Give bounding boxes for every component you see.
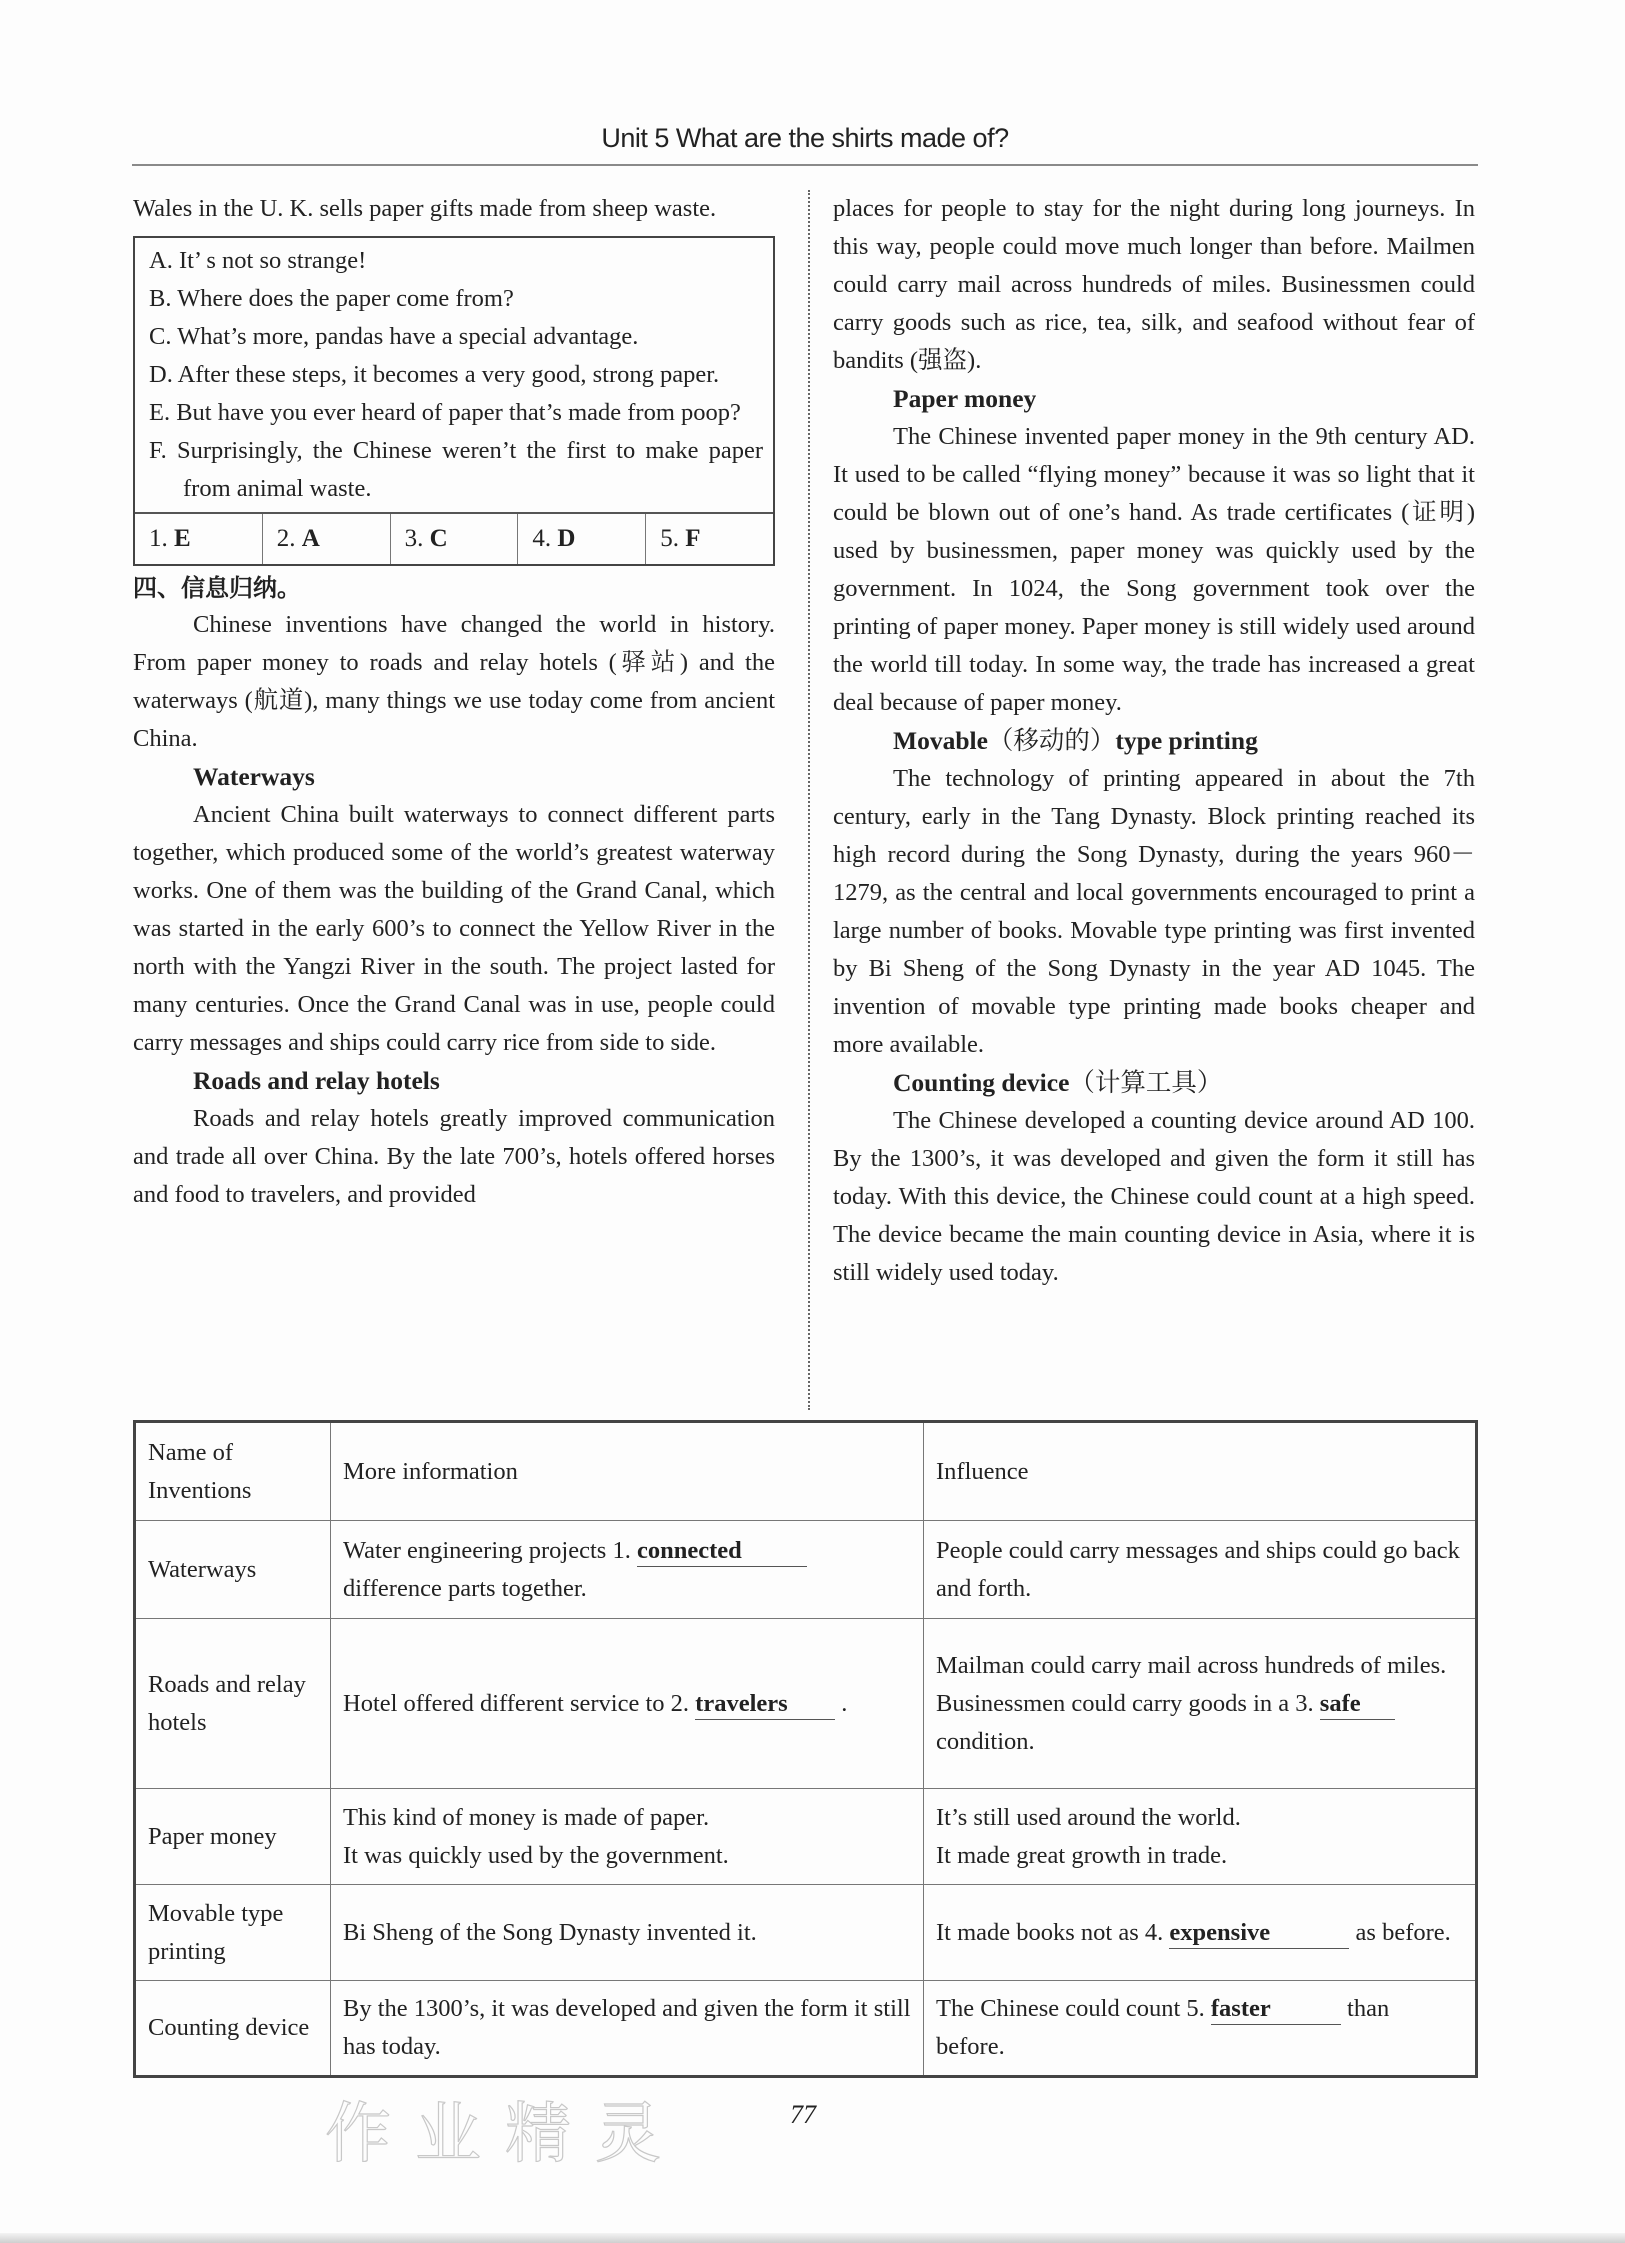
answer-letter: A: [301, 525, 320, 552]
roads-heading: Roads and relay hotels: [193, 1066, 440, 1095]
influence-cell: [924, 1619, 1477, 1789]
info-cell: [331, 1521, 924, 1619]
answer-num: 3.: [404, 525, 424, 552]
option-label: E.: [149, 399, 171, 426]
answer-letter: D: [557, 525, 576, 552]
influence-cell: People could carry messages and ships could go back and forth.: [924, 1521, 1477, 1619]
options-box: [133, 236, 775, 566]
movable-type-paragraph: The technology of printing appeared in about the 7th century, early in the Tang Dynasty. Block printing reached its high record during the Song Dynasty, during the years 960－1279, as the central and local governments encouraged to print a large number of books. Movable type printing was first invented by Bi Sheng of the Song Dynasty in the year AD 1045. The invention of movable type printing made books cheaper and more available.: [833, 765, 1475, 1058]
table-header-row: [135, 1422, 1477, 1521]
option-e: [149, 394, 763, 432]
influence-text: Businessmen could carry goods in a 3.: [936, 1689, 1314, 1717]
influence-text: condition.: [936, 1727, 1035, 1755]
option-label: F.: [149, 437, 167, 464]
waterways-paragraph: Ancient China built waterways to connect different parts together, which produced some of the world’s greatest waterway works. One of them was the building of the Grand Canal, which was started in the early 600’s to connect the Yellow River in the north with the Yangzi River in the south. The project lasted for many centuries. Once the Grand Canal was in use, people could carry messages and ships could carry rice from side to side.: [133, 801, 775, 1056]
heading-part: type printing: [1115, 726, 1258, 755]
table-row: [135, 1619, 1477, 1789]
info-text: It was quickly used by the government.: [343, 1841, 729, 1869]
passage-tail: Wales in the U. K. sells paper gifts made from sheep waste.: [133, 195, 717, 222]
influence-text: It made books not as 4.: [936, 1918, 1164, 1946]
answer-blank-3[interactable]: safe: [1320, 1689, 1395, 1720]
answer-5: [645, 514, 773, 564]
option-list: [135, 238, 773, 512]
answer-blank-4[interactable]: expensive: [1169, 1918, 1349, 1949]
influence-text: It made great growth in trade.: [936, 1841, 1228, 1869]
influence-text: Mailman could carry mail across hundreds of miles.: [936, 1651, 1447, 1679]
heading-part: Counting device: [893, 1068, 1070, 1097]
influence-cell: [924, 1885, 1477, 1981]
answer-blank-5[interactable]: faster: [1211, 1994, 1341, 2025]
option-text: Surprisingly, the Chinese weren’t the first to make paper from animal waste.: [176, 437, 763, 502]
invention-name: Counting device: [135, 1981, 331, 2077]
table-row: [135, 1981, 1477, 2077]
option-text: Where does the paper come from?: [177, 285, 514, 312]
waterways-heading: Waterways: [193, 762, 315, 791]
page-number: 77: [790, 2100, 816, 2129]
paper-money-heading: Paper money: [893, 384, 1037, 413]
roads-paragraph-continued: places for people to stay for the night during long journeys. In this way, people could move much longer than before. Mailmen could carry mail across hundreds of miles. Businessmen could carry goods such as rice, tea, silk, and seafood without fear of bandits (强盗).: [833, 195, 1475, 374]
info-cell: [331, 1789, 924, 1885]
option-c: [149, 318, 763, 356]
info-text: Water engineering projects 1.: [343, 1536, 631, 1564]
header-influence: Influence: [924, 1422, 1477, 1521]
right-column: [833, 190, 1475, 1292]
invention-name: Movable type printing: [135, 1885, 331, 1981]
answer-3: [390, 514, 518, 564]
info-text: difference parts together.: [343, 1574, 587, 1602]
influence-text: The Chinese could count 5.: [936, 1995, 1205, 2022]
answer-4: [517, 514, 645, 564]
invention-name: Waterways: [135, 1521, 331, 1619]
info-text: .: [841, 1689, 848, 1717]
option-text: After these steps, it becomes a very good, strong paper.: [177, 361, 720, 388]
option-text: But have you ever heard of paper that’s made from poop?: [176, 399, 741, 426]
influence-text: It’s still used around the world.: [936, 1803, 1241, 1831]
invention-name: Roads and relay hotels: [135, 1619, 331, 1789]
info-text: Hotel offered different service to 2.: [343, 1689, 690, 1717]
summary-table: [133, 1420, 1478, 2078]
influence-text: than before.: [936, 1995, 1390, 2060]
answer-letter: F: [685, 525, 701, 552]
column-divider: [808, 190, 810, 1410]
answer-num: 5.: [660, 525, 679, 552]
option-label: B.: [149, 285, 172, 312]
paper-money-paragraph: The Chinese invented paper money in the 9th century AD. It used to be called “flying money” because it was so light that it could be blown out of one’s hand. As trade certificates (证明) used by businessmen, paper money was quickly used by the government. In 1024, the Song government took over the printing of paper money. Paper money is still widely used around the world till today. In some way, the trade has increased a great deal because of paper money.: [833, 423, 1475, 716]
influence-cell: [924, 1981, 1477, 2077]
answer-num: 1.: [149, 525, 168, 552]
option-text: What’s more, pandas have a special advantage.: [177, 323, 639, 350]
influence-text: as before.: [1355, 1918, 1451, 1946]
answer-letter: E: [174, 525, 191, 552]
counting-device-heading: [833, 1064, 1475, 1102]
answer-row: [135, 512, 773, 564]
option-label: C.: [149, 323, 172, 350]
section-title: 四、信息归纳。: [133, 574, 301, 602]
header-info: More information: [331, 1422, 924, 1521]
roads-paragraph: Roads and relay hotels greatly improved communication and trade all over China. By the late 700’s, hotels offered horses and food to travelers, and provided: [133, 1105, 775, 1208]
table-row: [135, 1789, 1477, 1885]
option-label: A.: [149, 247, 173, 274]
header-name: Name of Inventions: [135, 1422, 331, 1521]
heading-part: Movable: [893, 726, 988, 755]
table-row: [135, 1521, 1477, 1619]
movable-type-heading: [833, 722, 1475, 760]
invention-name: Paper money: [135, 1789, 331, 1885]
option-text: It’ s not so strange!: [178, 247, 367, 274]
watermark: 作业精灵: [325, 2095, 685, 2172]
influence-cell: [924, 1789, 1477, 1885]
answer-letter: C: [429, 525, 448, 552]
option-b: [149, 280, 763, 318]
left-column: [133, 190, 775, 1214]
info-cell: [331, 1619, 924, 1789]
option-a: [149, 242, 763, 280]
answer-blank-2[interactable]: travelers: [695, 1689, 835, 1720]
scan-edge-shadow: [0, 2233, 1625, 2243]
counting-device-paragraph: The Chinese developed a counting device around AD 100. By the 1300’s, it was developed and given the form it still has today. With this device, the Chinese could count at a high speed. The device became the main counting device in Asia, where it is still widely used today.: [833, 1107, 1475, 1286]
answer-1: [135, 514, 262, 564]
option-label: D.: [149, 361, 173, 388]
unit-title: Unit 5 What are the shirts made of?: [601, 123, 1009, 153]
heading-chinese: （移动的）: [987, 726, 1116, 755]
option-d: [149, 356, 763, 394]
info-text: This kind of money is made of paper.: [343, 1803, 710, 1831]
option-f: [149, 432, 763, 508]
info-cell: Bi Sheng of the Song Dynasty invented it.: [331, 1885, 924, 1981]
answer-blank-1[interactable]: connected: [637, 1536, 807, 1567]
answer-2: [262, 514, 390, 564]
table-row: [135, 1885, 1477, 1981]
page-header: [132, 118, 1478, 166]
answer-num: 4.: [532, 525, 552, 552]
section-intro: Chinese inventions have changed the world in history. From paper money to roads and relay hotels (驿站) and the waterways (航道), many things we use today come from ancient China.: [133, 611, 775, 752]
answer-num: 2.: [276, 525, 296, 552]
heading-chinese: （计算工具）: [1069, 1068, 1223, 1097]
info-cell: By the 1300’s, it was developed and given the form it still has today.: [331, 1981, 924, 2077]
